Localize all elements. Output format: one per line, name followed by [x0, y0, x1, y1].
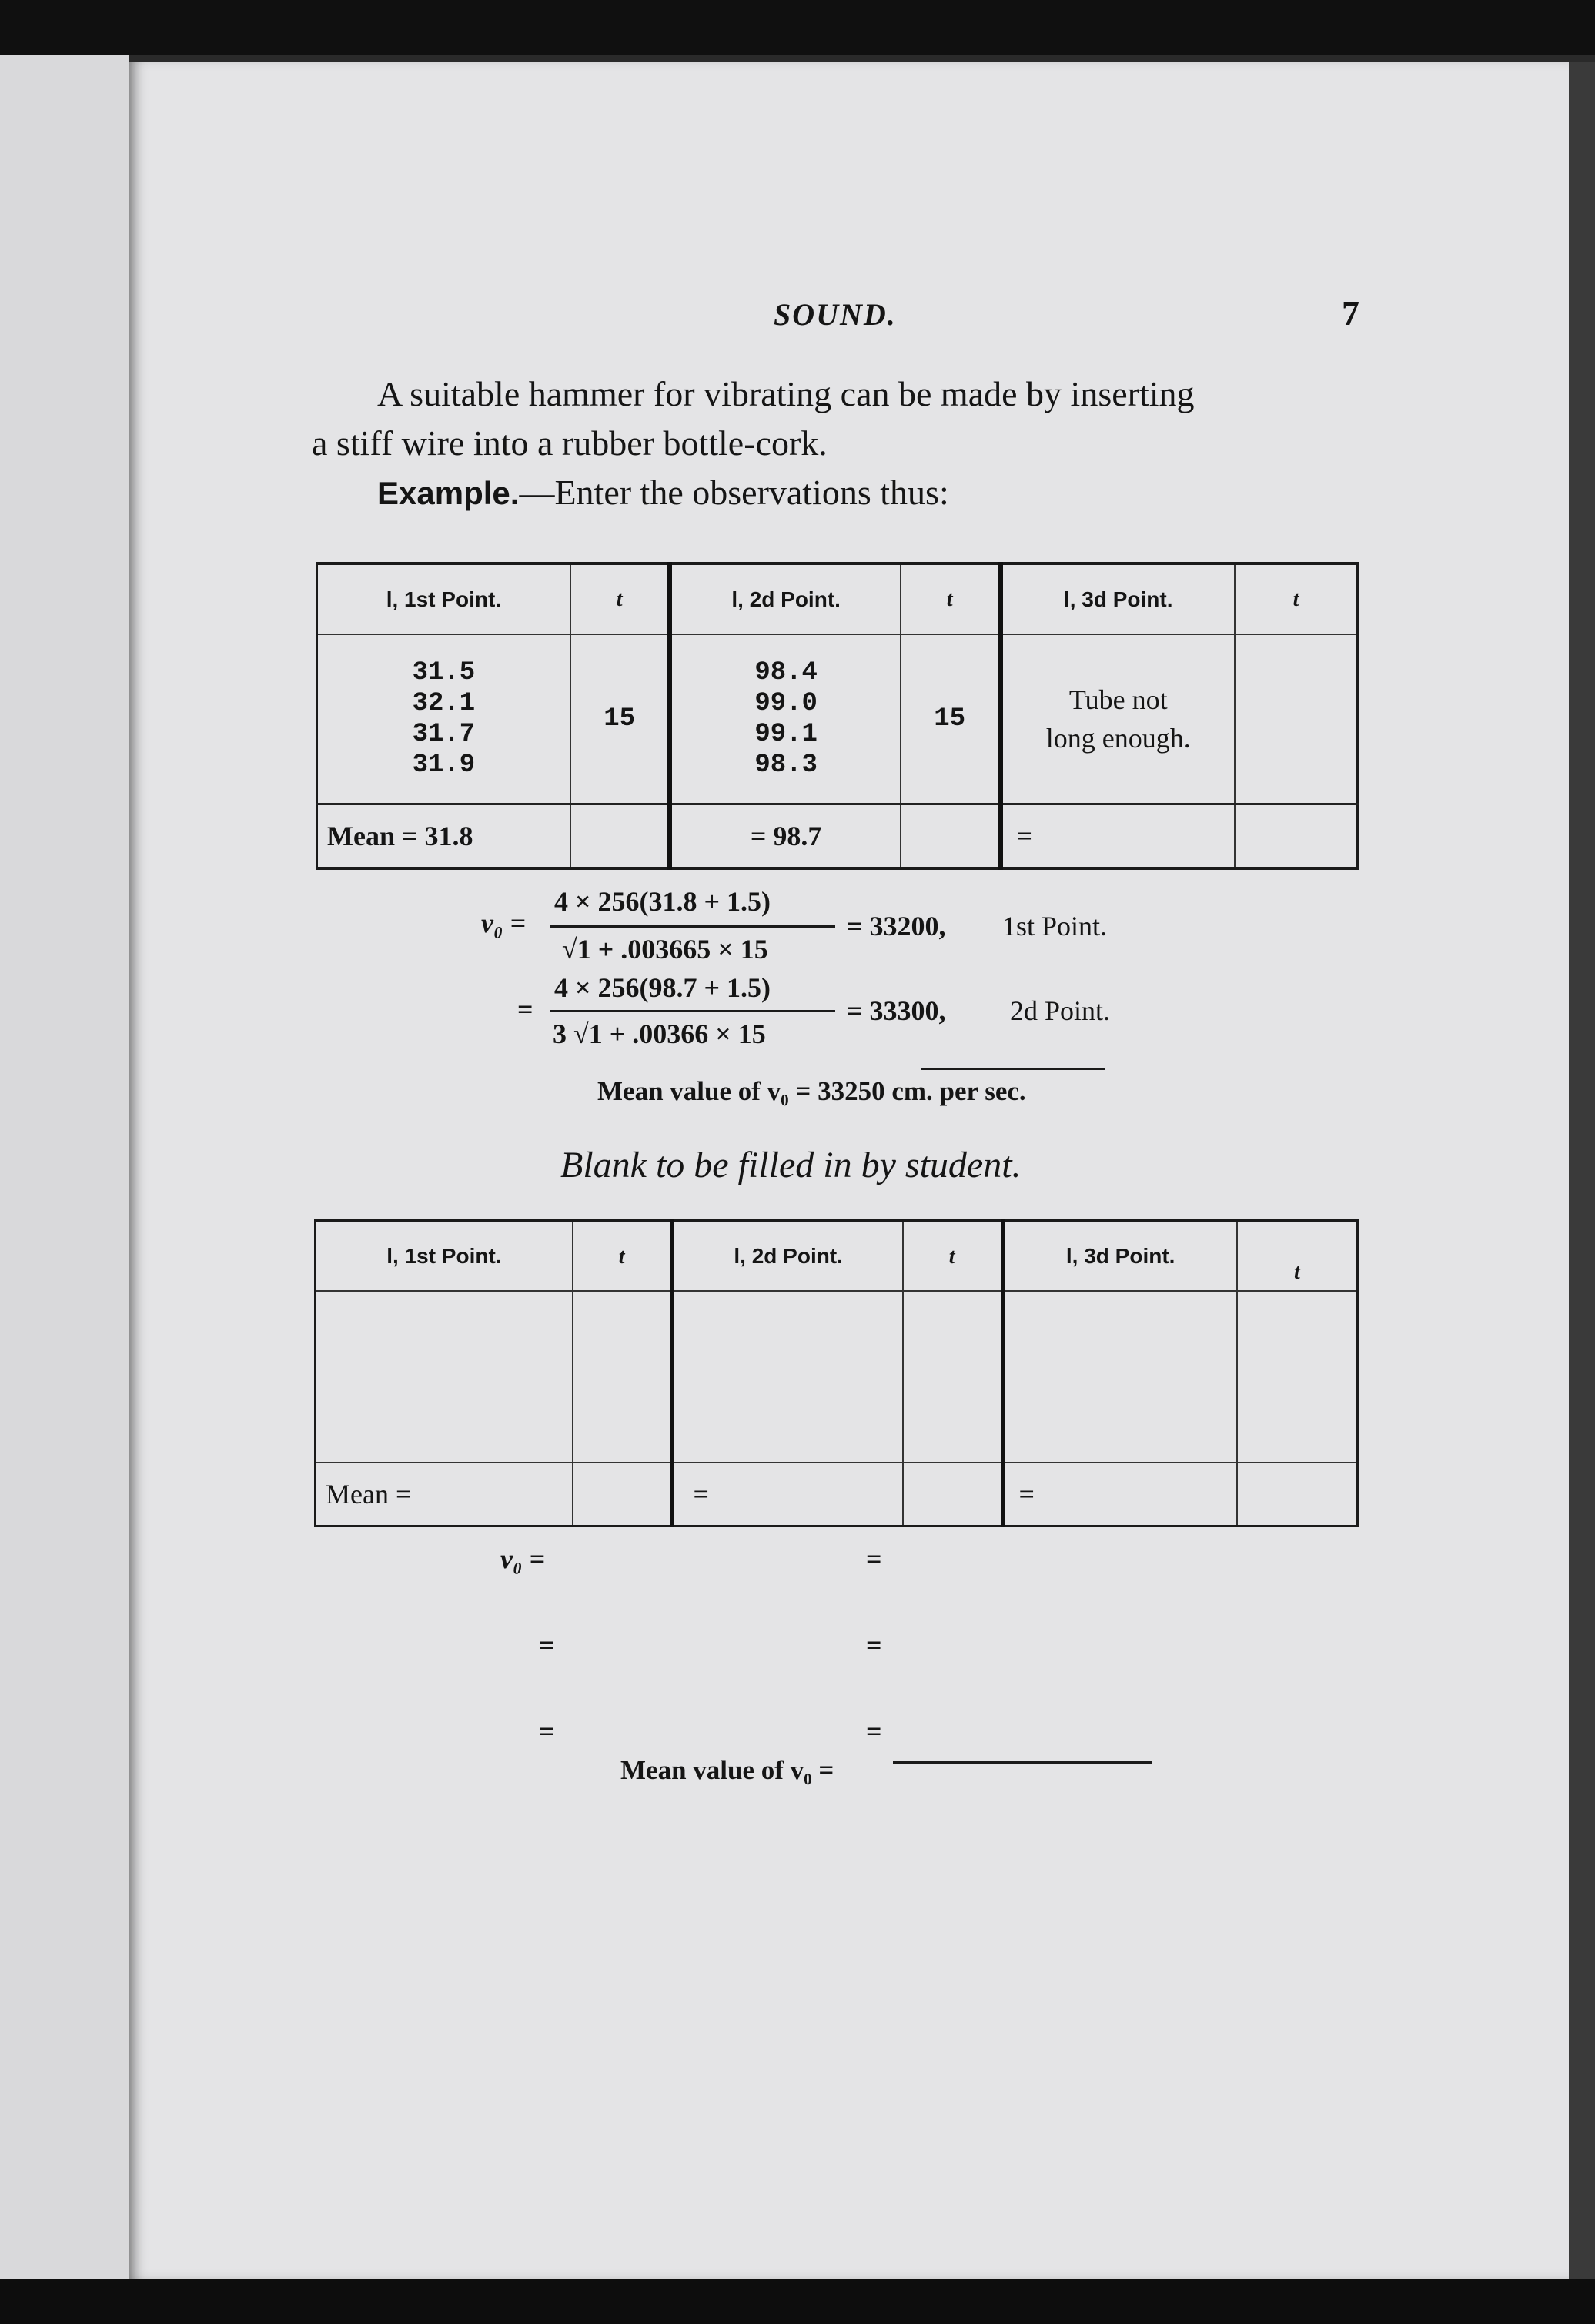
blank-header-l-1st: l, 1st Point. — [316, 1221, 573, 1291]
scan-bottom-border — [0, 2279, 1595, 2324]
formula2-numerator: 4 × 256(98.7 + 1.5) — [554, 972, 771, 1003]
blank-cell[interactable] — [903, 1291, 1003, 1463]
col2-value: 15 — [570, 634, 670, 804]
header-t-1: t — [570, 563, 670, 634]
mean-overline — [921, 1068, 1105, 1070]
mean-value-example: Mean value of v₀ = 33250 cm. per sec. — [597, 1076, 1026, 1106]
col4-value: 15 — [901, 634, 1001, 804]
value-cell: 31.9 — [412, 750, 476, 780]
note-line-1: Tube not — [1068, 684, 1168, 715]
blank-header-t-1: t — [573, 1221, 673, 1291]
col6-empty — [1235, 634, 1358, 804]
blank-eq-3b: = — [866, 1716, 882, 1747]
formula2-fraction-bar — [550, 1010, 835, 1012]
mean-2: = 98.7 — [670, 804, 900, 868]
mean-t3 — [1235, 804, 1358, 868]
blank-mean-line — [893, 1761, 1152, 1764]
header-l-2d: l, 2d Point. — [670, 563, 900, 634]
blank-cell[interactable] — [1237, 1291, 1358, 1463]
value-cell: 31.7 — [412, 719, 476, 749]
mean-3: = — [1001, 804, 1235, 868]
formula1-numerator: 4 × 256(31.8 + 1.5) — [554, 886, 771, 917]
blank-mean-value: Mean value of v₀ = — [620, 1755, 834, 1785]
formula2-denominator: 3 √1 + .00366 × 15 — [553, 1018, 766, 1049]
note-line-2: long enough. — [1045, 722, 1191, 754]
blank-v0-label: v₀ = — [500, 1543, 546, 1574]
blank-cell[interactable] — [672, 1291, 902, 1463]
example-text: —Enter the observations thus: — [519, 473, 949, 512]
blank-eq-2b: = — [866, 1630, 882, 1660]
example-table — [316, 562, 1359, 870]
formula1-denominator: √1 + .003665 × 15 — [562, 934, 768, 965]
col5-note — [1001, 634, 1235, 804]
header-t-2: t — [901, 563, 1001, 634]
blank-cell[interactable] — [1003, 1291, 1237, 1463]
example-label: Example. — [377, 475, 520, 511]
scan-right-border — [1569, 62, 1595, 2279]
value-cell: 98.3 — [754, 750, 818, 780]
mean-t2 — [901, 804, 1001, 868]
formula1-fraction-bar — [550, 925, 835, 928]
running-title: SOUND. — [774, 297, 897, 332]
formula1-point: 1st Point. — [1002, 911, 1108, 941]
value-cell: 99.0 — [754, 688, 818, 718]
blank-header-l-3d: l, 3d Point. — [1003, 1221, 1237, 1291]
blank-cell[interactable] — [573, 1291, 673, 1463]
blank-mean-t2 — [903, 1463, 1003, 1526]
blank-mean-2: = — [672, 1463, 902, 1526]
blank-header-l-2d: l, 2d Point. — [672, 1221, 902, 1291]
v0-label: v₀ = — [481, 908, 527, 938]
blank-table — [314, 1219, 1359, 1527]
mean-t1 — [570, 804, 670, 868]
facing-page-edge — [0, 55, 129, 2288]
blank-cell[interactable] — [316, 1291, 573, 1463]
formula2-result: = 33300, — [847, 995, 946, 1026]
header-t-3: t — [1235, 563, 1358, 634]
blank-caption: Blank to be filled in by student. — [560, 1145, 1022, 1185]
value-cell: 99.1 — [754, 719, 818, 749]
header-l-3d: l, 3d Point. — [1001, 563, 1235, 634]
value-cell: 98.4 — [754, 657, 818, 687]
blank-eq-2a: = — [539, 1630, 555, 1660]
blank-mean-1: Mean = — [326, 1478, 412, 1510]
value-cell: 32.1 — [412, 688, 476, 718]
blank-header-t-2: t — [903, 1221, 1003, 1291]
blank-eq-1b: = — [866, 1543, 882, 1574]
scan-top-border — [0, 0, 1595, 55]
header-l-1st: l, 1st Point. — [317, 563, 570, 634]
blank-mean-3: = — [1003, 1463, 1237, 1526]
col3-values — [670, 634, 900, 804]
blank-mean-t3 — [1237, 1463, 1358, 1526]
value-cell: 31.5 — [412, 657, 476, 687]
col1-values — [317, 634, 570, 804]
blank-mean-t1 — [573, 1463, 673, 1526]
blank-eq-3a: = — [539, 1716, 555, 1747]
page-number: 7 — [1342, 293, 1359, 333]
intro-line-1: A suitable hammer for vibrating can be made by inserting — [377, 374, 1195, 413]
formula1-result: = 33200, — [847, 911, 946, 941]
formula2-eq: = — [517, 994, 533, 1025]
blank-header-t-3: t — [1237, 1221, 1358, 1291]
intro-line-2: a stiff wire into a rubber bottle-cork. — [312, 423, 828, 463]
example-line — [377, 468, 949, 518]
formula2-point: 2d Point. — [1010, 995, 1111, 1026]
mean-1: Mean = 31.8 — [327, 820, 473, 851]
